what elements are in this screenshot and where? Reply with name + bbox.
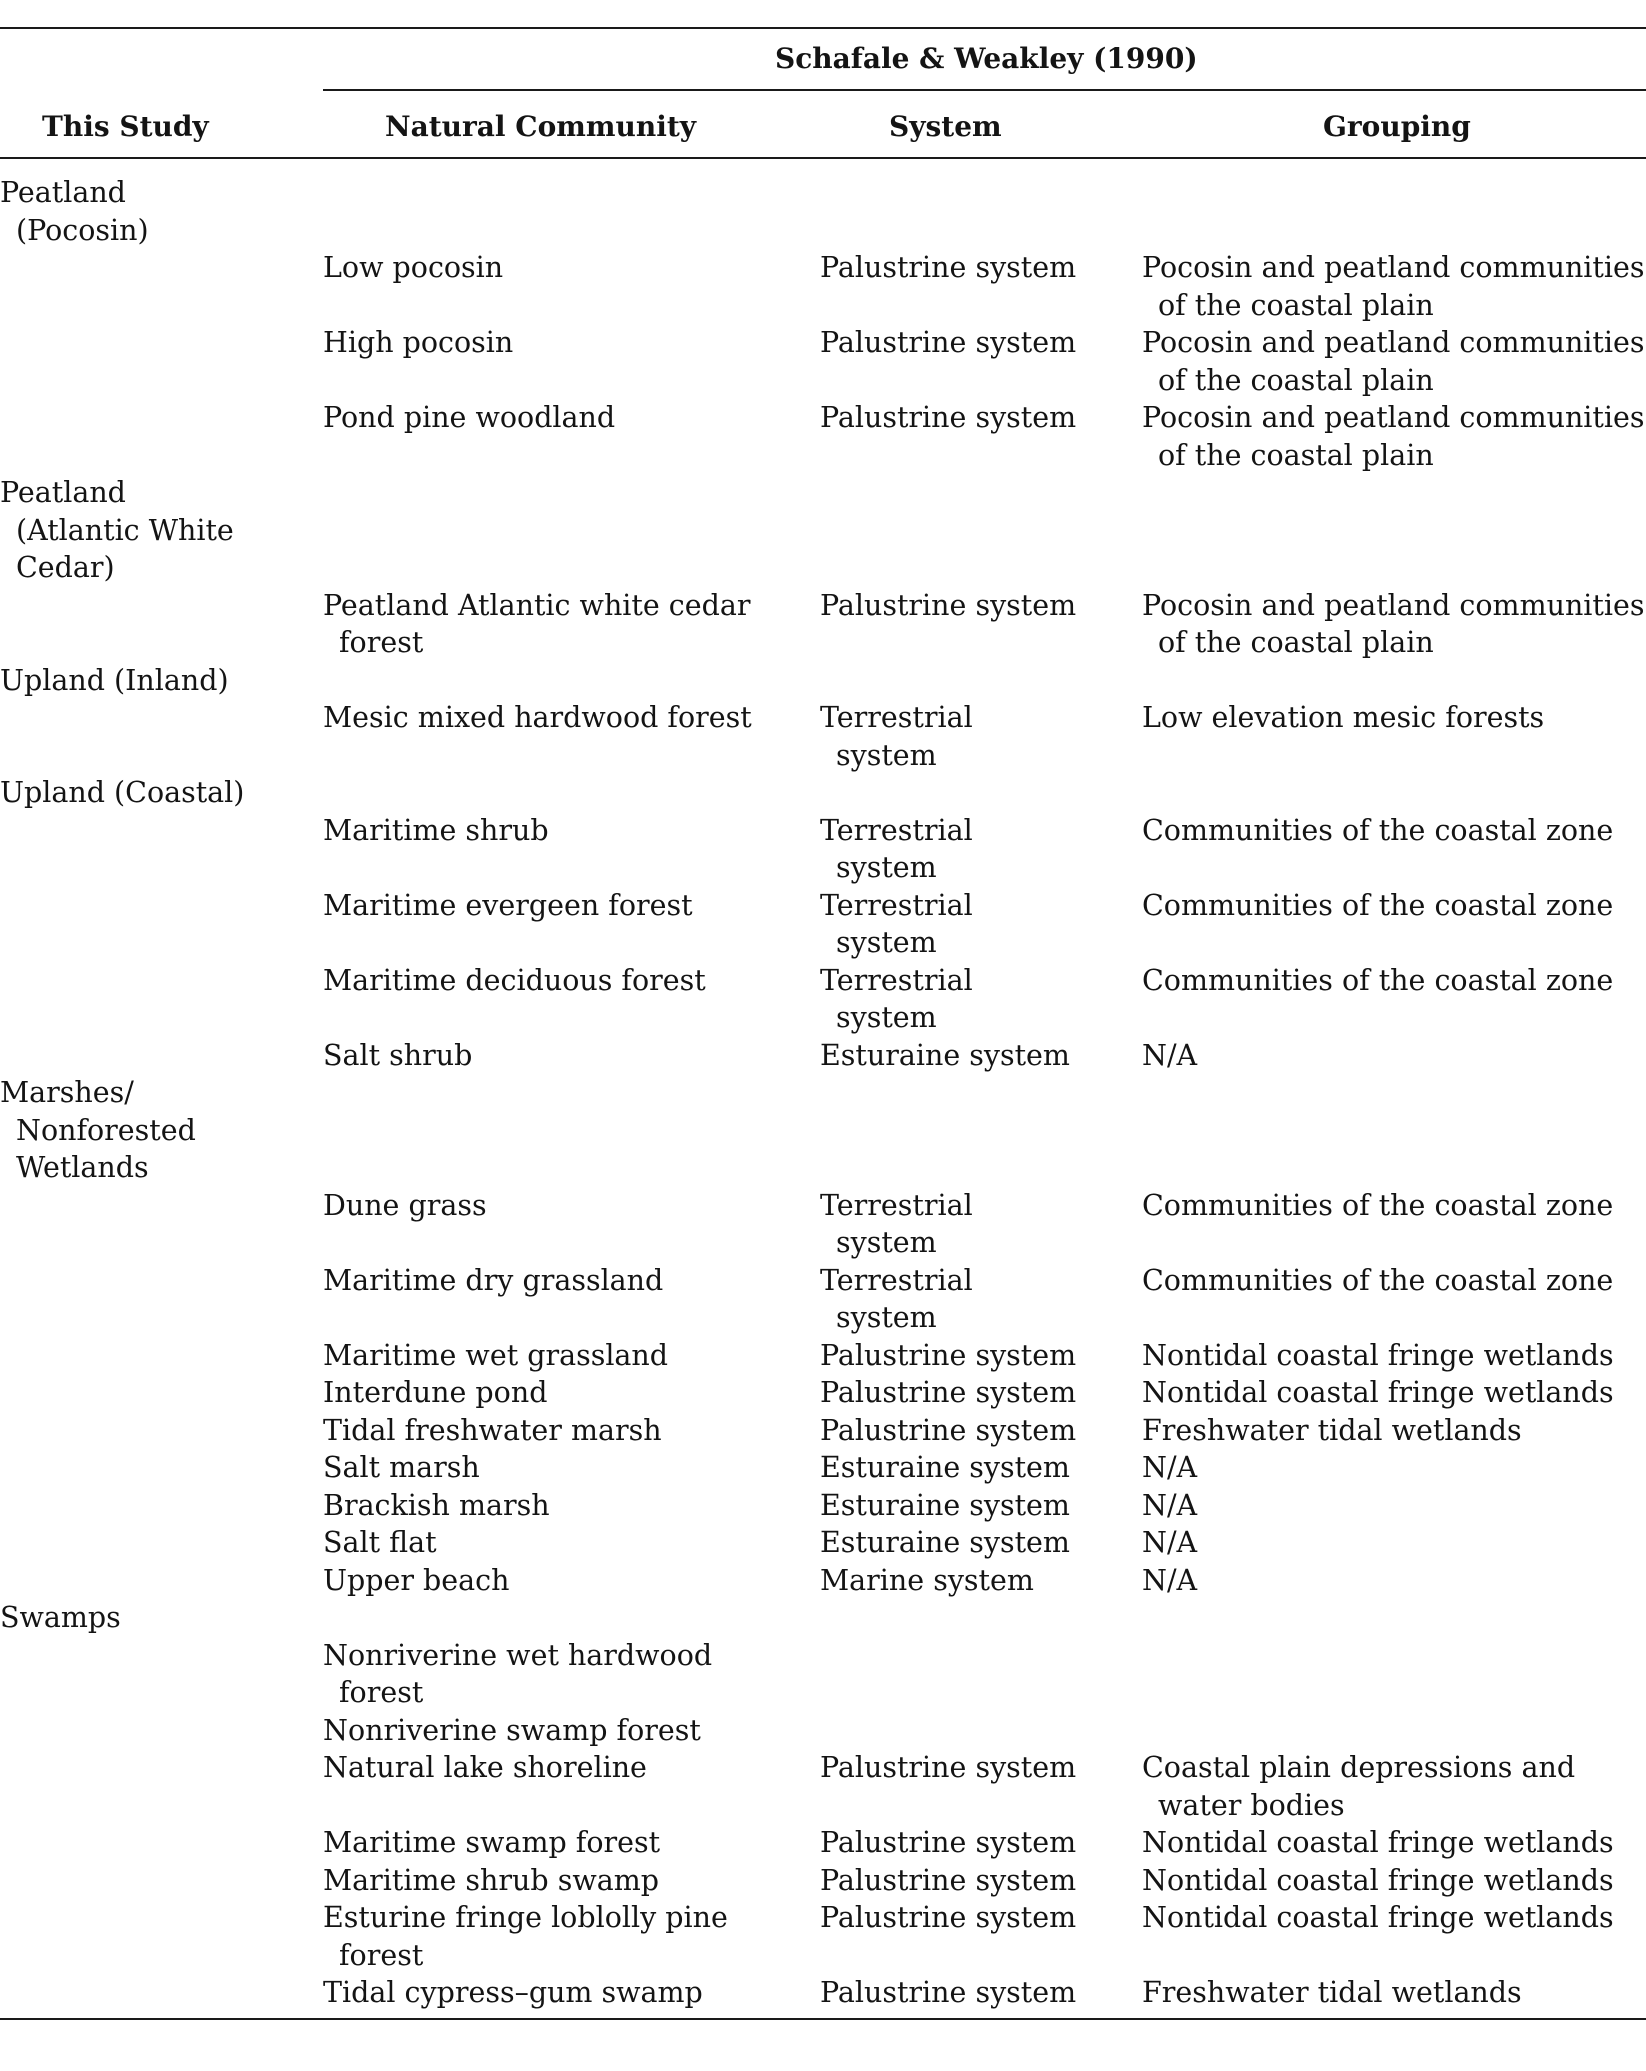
system-cell: Palustrine system <box>820 1826 1077 1859</box>
group-label: Peatland (Pocosin) <box>0 176 149 247</box>
bottom-rule <box>0 2018 1646 2020</box>
system-cell: Palustrine system <box>820 1376 1077 1409</box>
system-cell: Palustrine system <box>820 1863 1077 1897</box>
community-cell: Brackish marsh <box>323 1488 550 1522</box>
community-cell: Maritime shrub swamp <box>323 1863 659 1897</box>
community-cell: Maritime wet grassland <box>323 1338 669 1372</box>
system-cell: Terrestrial system <box>820 888 973 959</box>
system-cell: Terrestrial system <box>820 1263 973 1334</box>
community-cell: Upper beach <box>323 1563 510 1597</box>
community-cell: Natural lake shoreline <box>323 1751 647 1784</box>
spanner-rule <box>323 89 1646 91</box>
grouping-cell: N/A <box>1142 1038 1198 1072</box>
grouping-cell: Communities of the coastal zone <box>1142 1263 1614 1297</box>
grouping-cell: N/A <box>1142 1526 1198 1559</box>
top-rule <box>0 27 1646 29</box>
system-cell: Esturaine system <box>820 1526 1070 1559</box>
group-label: Peatland (Atlantic White Cedar) <box>0 476 234 584</box>
grouping-cell: N/A <box>1142 1563 1198 1597</box>
column-header-system: System <box>889 110 1002 143</box>
grouping-cell: Coastal plain depressions and water bodies <box>1142 1751 1576 1822</box>
community-cell: Pond pine woodland <box>323 401 616 434</box>
system-cell: Terrestrial system <box>820 963 973 1034</box>
column-header-grouping: Grouping <box>1323 110 1471 143</box>
grouping-cell: Communities of the coastal zone <box>1142 963 1614 997</box>
community-cell: Esturine fringe loblolly pine forest <box>323 1901 728 1972</box>
grouping-cell: Nontidal coastal fringe wetlands <box>1142 1826 1614 1859</box>
system-cell: Marine system <box>820 1563 1034 1597</box>
community-cell: Maritime shrub <box>323 813 549 847</box>
group-label: Marshes/ Nonforested Wetlands <box>0 1076 196 1184</box>
grouping-cell: N/A <box>1142 1488 1198 1522</box>
grouping-cell: Nontidal coastal fringe wetlands <box>1142 1376 1614 1409</box>
system-cell: Palustrine system <box>820 1751 1077 1784</box>
grouping-cell: N/A <box>1142 1451 1198 1484</box>
grouping-cell: Pocosin and peatland communities of the coastal plain <box>1142 401 1645 472</box>
community-cell: Maritime dry grassland <box>323 1263 664 1297</box>
community-cell: Tidal cypress–gum swamp <box>323 1976 703 2009</box>
community-cell: Tidal freshwater marsh <box>323 1413 662 1447</box>
system-cell: Terrestrial system <box>820 1188 973 1259</box>
community-cell: High pocosin <box>323 326 514 359</box>
system-cell: Palustrine system <box>820 1413 1077 1447</box>
system-cell: Palustrine system <box>820 251 1077 284</box>
community-cell: Maritime swamp forest <box>323 1826 661 1859</box>
community-cell: Peatland Atlantic white cedar forest <box>323 588 751 659</box>
grouping-cell: Pocosin and peatland communities of the coastal plain <box>1142 326 1645 397</box>
group-label: Upland (Inland) <box>0 663 229 697</box>
system-cell: Terrestrial system <box>820 701 973 772</box>
community-cell: Dune grass <box>323 1188 487 1222</box>
group-label: Swamps <box>0 1601 121 1634</box>
community-cell: Maritime evergeen forest <box>323 888 693 922</box>
system-cell: Palustrine system <box>820 1976 1077 2009</box>
community-cell: Salt flat <box>323 1526 437 1559</box>
community-cell: Low pocosin <box>323 251 504 284</box>
grouping-cell: Communities of the coastal zone <box>1142 813 1614 847</box>
system-cell: Palustrine system <box>820 401 1077 434</box>
community-cell: Maritime deciduous forest <box>323 963 706 997</box>
grouping-cell: Low elevation mesic forests <box>1142 701 1545 734</box>
grouping-cell: Pocosin and peatland communities of the coastal plain <box>1142 588 1645 659</box>
grouping-cell: Nontidal coastal fringe wetlands <box>1142 1901 1614 1934</box>
system-cell: Terrestrial system <box>820 813 973 884</box>
grouping-cell: Freshwater tidal wetlands <box>1142 1976 1522 2009</box>
community-cell: Nonriverine wet hardwood forest <box>323 1638 713 1709</box>
grouping-cell: Nontidal coastal fringe wetlands <box>1142 1338 1614 1372</box>
system-cell: Palustrine system <box>820 588 1077 622</box>
community-cell: Salt shrub <box>323 1038 473 1072</box>
community-cell: Mesic mixed hardwood forest <box>323 701 752 734</box>
system-cell: Palustrine system <box>820 326 1077 359</box>
system-cell: Esturaine system <box>820 1451 1070 1484</box>
grouping-cell: Communities of the coastal zone <box>1142 1188 1614 1222</box>
grouping-cell: Pocosin and peatland communities of the coastal plain <box>1142 251 1645 322</box>
system-cell: Esturaine system <box>820 1038 1070 1072</box>
community-cell: Salt marsh <box>323 1451 480 1484</box>
column-header-this-study: This Study <box>42 110 209 143</box>
system-cell: Palustrine system <box>820 1338 1077 1372</box>
community-cell: Nonriverine swamp forest <box>323 1713 701 1747</box>
system-cell: Esturaine system <box>820 1488 1070 1522</box>
grouping-cell: Nontidal coastal fringe wetlands <box>1142 1863 1614 1897</box>
column-header-natural-community: Natural Community <box>385 110 697 143</box>
community-cell: Interdune pond <box>323 1376 548 1409</box>
header-rule <box>0 157 1646 159</box>
spanner-header: Schafale & Weakley (1990) <box>775 42 1198 75</box>
group-label: Upland (Coastal) <box>0 776 245 809</box>
system-cell: Palustrine system <box>820 1901 1077 1934</box>
grouping-cell: Freshwater tidal wetlands <box>1142 1413 1522 1447</box>
grouping-cell: Communities of the coastal zone <box>1142 888 1614 922</box>
